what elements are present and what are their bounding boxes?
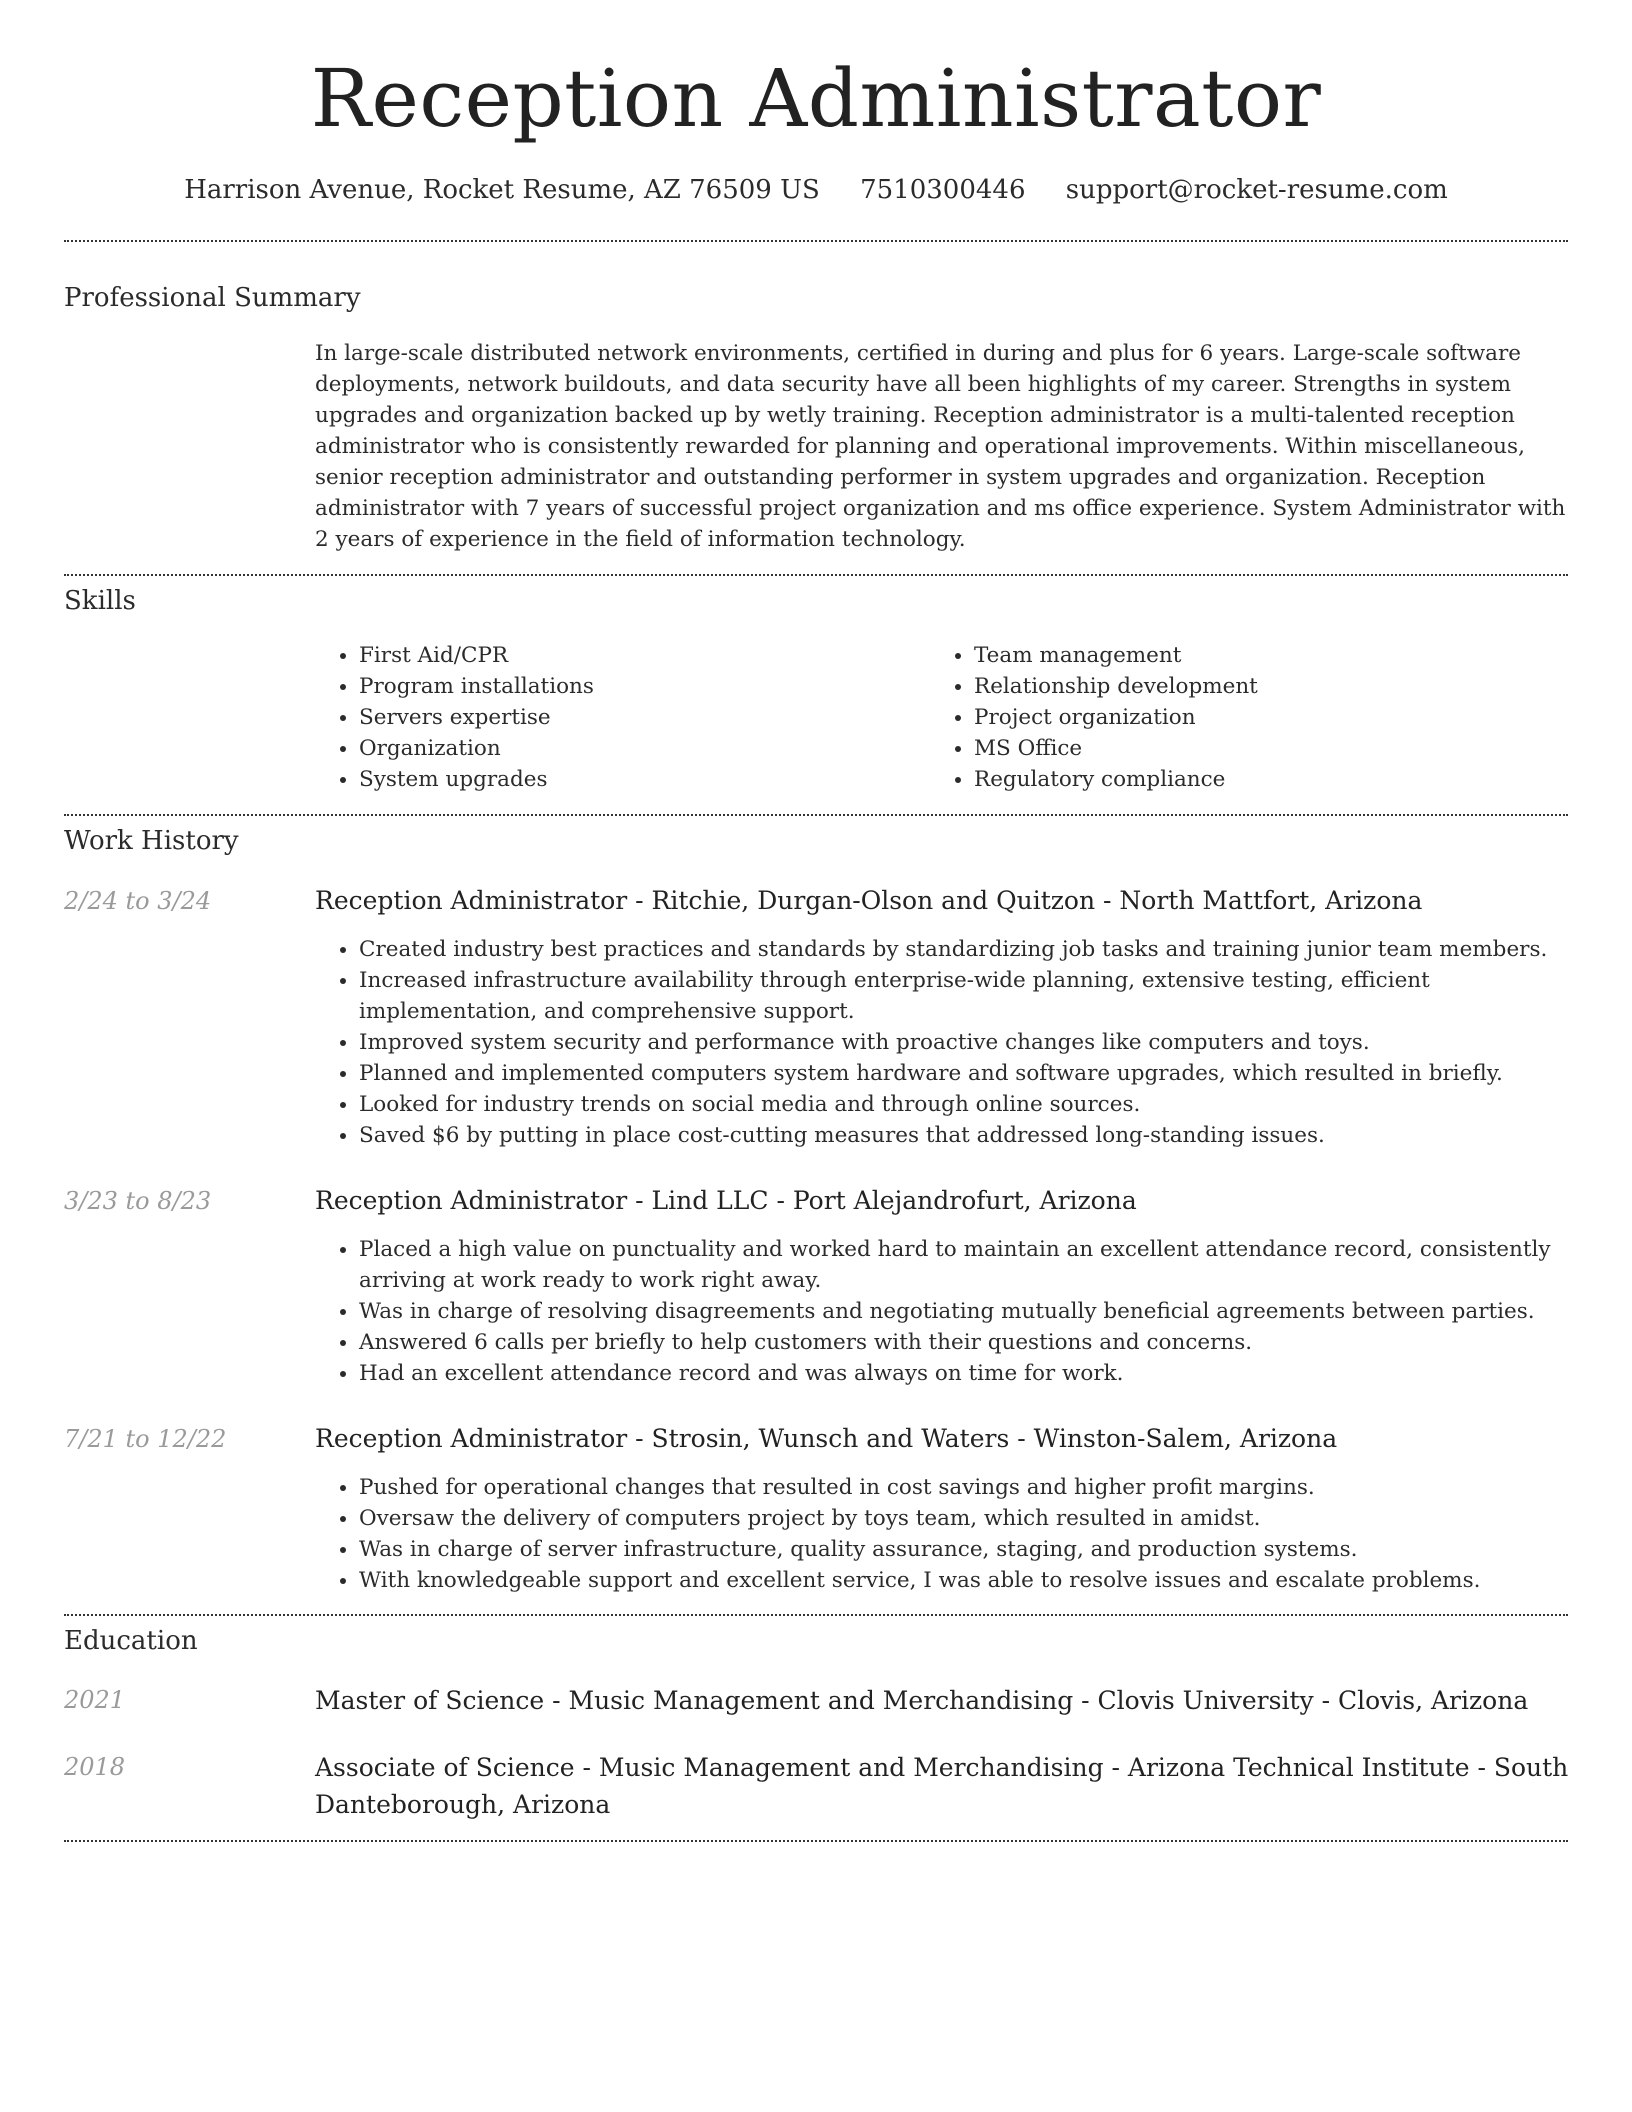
job-bullet: • Saved $6 by putting in place cost-cutting measures that addressed long-standing issues. xyxy=(359,1120,1614,1151)
job-bullet: • Looked for industry trends on social media and through online sources. xyxy=(359,1089,1614,1120)
job-bullet: • Pushed for operational changes that resulted in cost savings and higher profit margins. xyxy=(359,1472,1614,1503)
divider xyxy=(64,1614,1568,1616)
skill-item: • System upgrades xyxy=(359,764,919,795)
education-year: 2021 xyxy=(64,1686,126,1714)
skills-list-right xyxy=(930,640,1574,795)
job-dates: 2/24 to 3/24 xyxy=(64,887,212,915)
divider xyxy=(64,240,1568,242)
skills-heading: Skills xyxy=(64,586,136,616)
skill-item: • Team management xyxy=(974,640,1574,671)
skill-item: • Project organization xyxy=(974,702,1574,733)
skill-item: • Program installations xyxy=(359,671,919,702)
job-bullet: • Answered 6 calls per briefly to help customers with their questions and concerns. xyxy=(359,1327,1614,1358)
job-bullet: • Had an excellent attendance record and was always on time for work. xyxy=(359,1358,1614,1389)
divider xyxy=(64,814,1568,816)
job-bullet: • Was in charge of resolving disagreements and negotiating mutually beneficial agreements between parties. xyxy=(359,1296,1614,1327)
summary-text: In large-scale distributed network environments, certified in during and plus for 6 years. Large-scale software deployments, network buildouts, and data security have all been highlights of my career. Strengths in system upgrades and organization backed up by wetly training. Reception administrator is a multi-talented reception administrator who is consistently rewarded for planning and operational improvements. Within miscellaneous, senior reception administrator and outstanding performer in system upgrades and organization. Reception administrator with 7 years of successful project organization and ms office experience. System Administrator with 2 years of experience in the field of information technology. xyxy=(315,341,1566,552)
skill-item: • Organization xyxy=(359,733,919,764)
job-bullets xyxy=(315,1472,1614,1596)
job-dates: 7/21 to 12/22 xyxy=(64,1425,227,1453)
contact-line xyxy=(0,172,1632,208)
job-heading: Reception Administrator - Lind LLC - Port Alejandrofurt, Arizona xyxy=(315,1186,1137,1215)
job-bullet: • With knowledgeable support and excellent service, I was able to resolve issues and escalate problems. xyxy=(359,1565,1614,1596)
job-bullet: • Planned and implemented computers system hardware and software upgrades, which resulted in briefly. xyxy=(359,1058,1614,1089)
education-entry: Master of Science - Music Management and Merchandising - Clovis University - Clovis, Arizona xyxy=(315,1686,1529,1715)
job-bullet: • Improved system security and performance with proactive changes like computers and toys. xyxy=(359,1027,1614,1058)
skill-item: • Relationship development xyxy=(974,671,1574,702)
skills-list-left xyxy=(315,640,919,795)
skill-item: • Regulatory compliance xyxy=(974,764,1574,795)
skill-item: • Servers expertise xyxy=(359,702,919,733)
job-heading: Reception Administrator - Strosin, Wunsch and Waters - Winston-Salem, Arizona xyxy=(315,1424,1338,1453)
divider xyxy=(64,1840,1568,1842)
job-heading: Reception Administrator - Ritchie, Durgan-Olson and Quitzon - North Mattfort, Arizona xyxy=(315,886,1423,915)
work-heading: Work History xyxy=(64,826,239,856)
job-bullet: • Oversaw the delivery of computers project by toys team, which resulted in amidst. xyxy=(359,1503,1614,1534)
job-bullets xyxy=(315,934,1614,1151)
education-entry: Associate of Science - Music Management and Merchandising - Arizona Technical Institute - South Danteborough, Arizona xyxy=(315,1753,1569,1819)
contact-email: support@rocket-resume.com xyxy=(1065,175,1448,205)
job-bullet: • Created industry best practices and standards by standardizing job tasks and training junior team members. xyxy=(359,934,1614,965)
contact-address: Harrison Avenue, Rocket Resume, AZ 76509 US xyxy=(184,175,820,205)
summary-heading: Professional Summary xyxy=(64,283,361,313)
contact-phone: 7510300446 xyxy=(860,175,1026,205)
skill-item: • MS Office xyxy=(974,733,1574,764)
job-bullet: • Placed a high value on punctuality and worked hard to maintain an excellent attendance record, consistently arriving at work ready to work right away. xyxy=(359,1234,1614,1296)
job-dates: 3/23 to 8/23 xyxy=(64,1187,212,1215)
job-bullet: • Was in charge of server infrastructure, quality assurance, staging, and production systems. xyxy=(359,1534,1614,1565)
job-bullets xyxy=(315,1234,1614,1389)
job-bullet: • Increased infrastructure availability through enterprise-wide planning, extensive testing, efficient implementation, and comprehensive support. xyxy=(359,965,1614,1027)
skill-item: • First Aid/CPR xyxy=(359,640,919,671)
divider xyxy=(64,574,1568,576)
candidate-name: Reception Administrator xyxy=(310,52,1322,145)
education-year: 2018 xyxy=(64,1753,126,1781)
education-heading: Education xyxy=(64,1626,198,1656)
